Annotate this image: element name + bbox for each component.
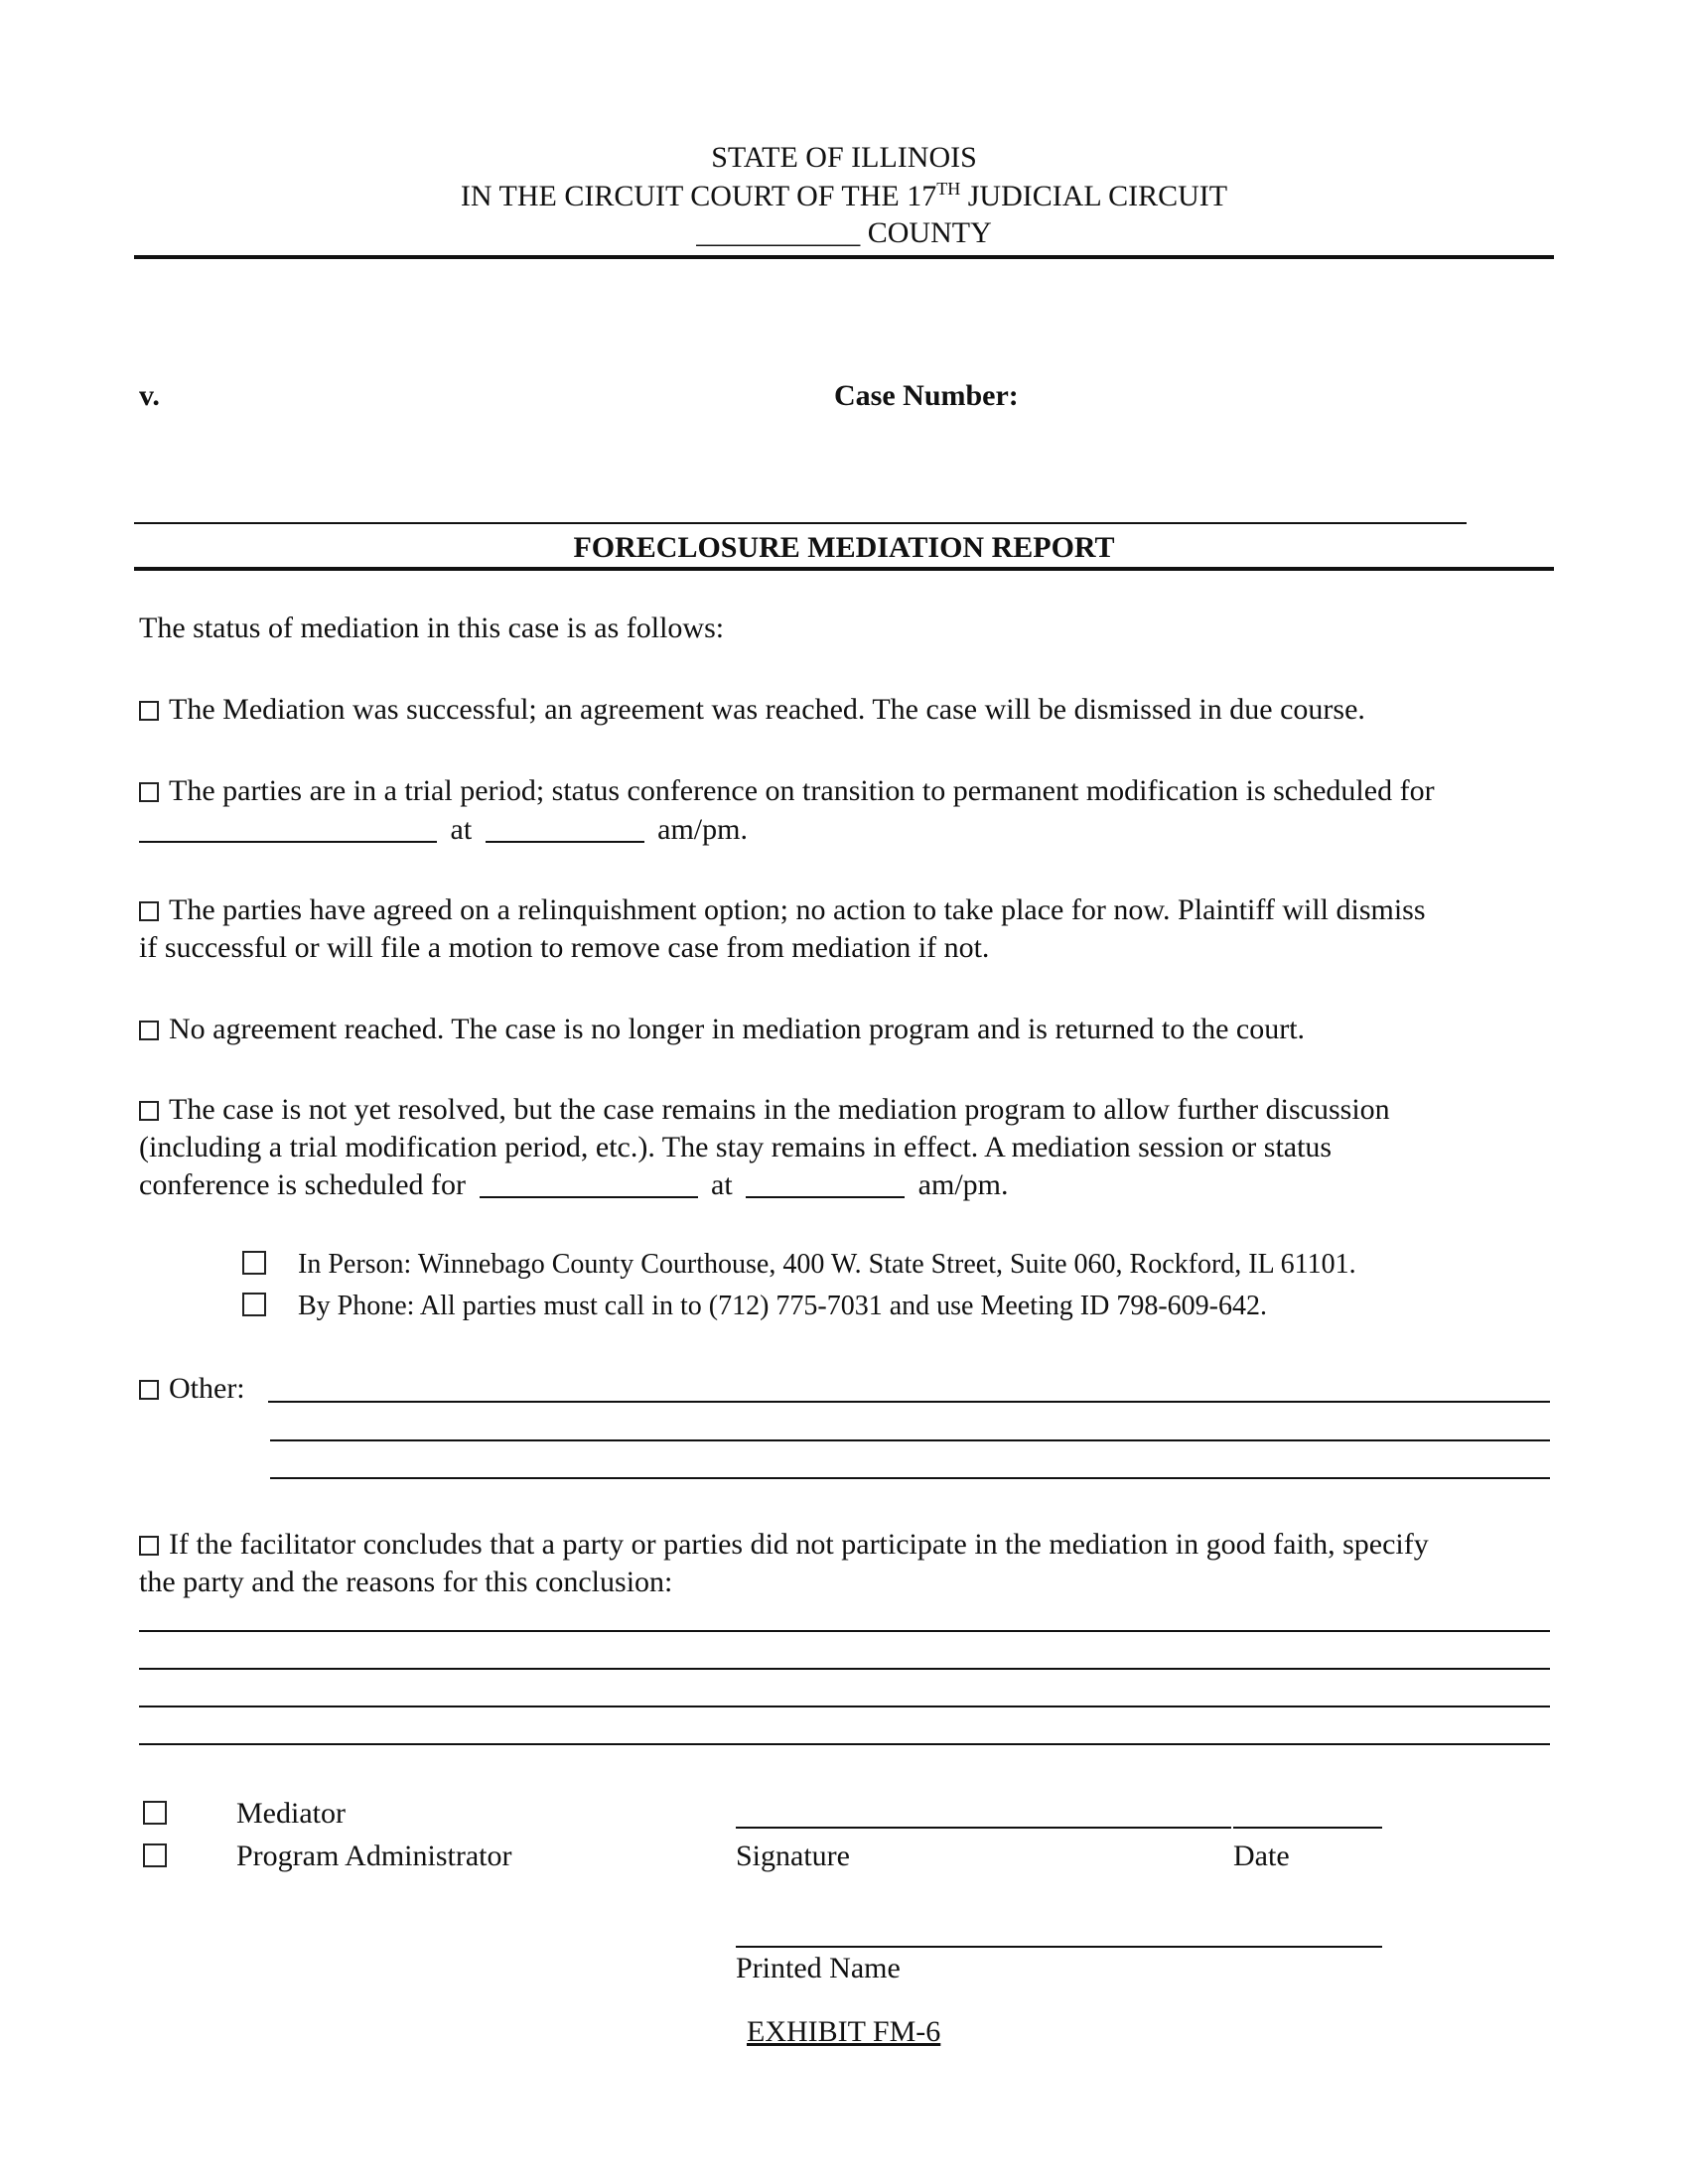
mediator-checkbox[interactable]: [143, 1801, 167, 1825]
date-label: Date: [1233, 1840, 1290, 1872]
header-court: [0, 179, 1688, 213]
bad-faith-line-1[interactable]: [139, 1630, 1550, 1632]
trial-date-field[interactable]: [139, 813, 437, 843]
bad-faith-line-2[interactable]: [139, 1668, 1550, 1670]
signature-label: Signature: [736, 1840, 850, 1872]
other-checkbox[interactable]: [139, 1380, 159, 1400]
option-successful: [139, 691, 1365, 729]
bad-faith-checkbox[interactable]: [139, 1536, 159, 1556]
no-agreement-text: No agreement reached. The case is no longer in mediation program and is returned to the court.: [169, 1013, 1306, 1045]
unresolved-text-2: (including a trial modification period, etc.). The stay remains in effect. A mediation session or status: [139, 1131, 1333, 1163]
other-line-3[interactable]: [270, 1477, 1550, 1479]
printed-name-label: Printed Name: [736, 1952, 901, 1984]
caption-rule: [134, 522, 1467, 524]
report-title: FORECLOSURE MEDIATION REPORT: [573, 531, 1115, 564]
no-agreement-checkbox[interactable]: [139, 1021, 159, 1040]
program-admin-row: [143, 1838, 511, 1875]
program-admin-checkbox[interactable]: [143, 1843, 167, 1867]
versus-label: v.: [139, 379, 160, 412]
printed-name-line[interactable]: [736, 1946, 1382, 1948]
exhibit-label: EXHIBIT FM-6: [747, 2015, 941, 2048]
bad-faith-text: If the facilitator concludes that a party or parties did not participate in the mediation in good faith, specify: [169, 1528, 1429, 1561]
option-no-agreement: [139, 1011, 1305, 1048]
successful-text: The Mediation was successful; an agreement was reached. The case will be dismissed in due course.: [169, 693, 1365, 726]
by-phone-text: By Phone: All parties must call in to (712) 775-7031 and use Meeting ID 798-609-642.: [298, 1291, 1267, 1321]
unresolved-ampm-label: am/pm.: [917, 1168, 1009, 1201]
unresolved-text-3: conference is scheduled for: [139, 1168, 467, 1201]
mediator-row: [143, 1795, 346, 1833]
option-unresolved: [139, 1091, 1390, 1129]
unresolved-time-field[interactable]: [746, 1168, 905, 1198]
header-rule: [134, 255, 1554, 259]
trial-text: The parties are in a trial period; status conference on transition to permanent modification is scheduled for: [169, 774, 1435, 807]
mediator-label: Mediator: [236, 1797, 346, 1830]
option-by-phone: [242, 1291, 1267, 1322]
header-court-sup: TH: [936, 179, 961, 199]
other-line-2[interactable]: [270, 1439, 1550, 1441]
relinquish-text-2: if successful or will file a motion to remove case from mediation if not.: [139, 931, 990, 964]
option-relinquish: [139, 891, 1426, 929]
other-label: Other:: [169, 1372, 245, 1405]
unresolved-schedule-line: [139, 1166, 1009, 1204]
in-person-text: In Person: Winnebago County Courthouse, 400 W. State Street, Suite 060, Rockford, IL 61101.: [298, 1249, 1356, 1280]
intro-text: The status of mediation in this case is as follows:: [139, 612, 725, 644]
signature-line[interactable]: [736, 1827, 1231, 1829]
relinquish-text: The parties have agreed on a relinquishment option; no action to take place for now. Plaintiff will dismiss: [169, 893, 1426, 926]
trial-ampm-label: am/pm.: [657, 813, 748, 846]
date-line[interactable]: [1233, 1827, 1382, 1829]
option-in-person: [242, 1249, 1356, 1281]
county-label: COUNTY: [860, 216, 992, 249]
header-court-prefix: IN THE CIRCUIT COURT OF THE 17: [460, 180, 937, 212]
bad-faith-line-4[interactable]: [139, 1743, 1550, 1745]
bad-faith-text-2: the party and the reasons for this conclusion:: [139, 1566, 673, 1598]
header-court-suffix: JUDICIAL CIRCUIT: [960, 180, 1228, 212]
case-number-label: Case Number:: [834, 379, 1019, 412]
trial-time-field[interactable]: [486, 813, 644, 843]
unresolved-checkbox[interactable]: [139, 1101, 159, 1121]
option-trial: [139, 772, 1435, 810]
other-line-1[interactable]: [268, 1401, 1550, 1403]
bad-faith-line-3[interactable]: [139, 1706, 1550, 1707]
unresolved-date-field[interactable]: [480, 1168, 698, 1198]
header-county: [0, 216, 1688, 250]
title-rule: [134, 567, 1554, 571]
option-other: [139, 1370, 245, 1408]
trial-at-label: at: [450, 813, 473, 846]
trial-checkbox[interactable]: [139, 782, 159, 802]
program-admin-label: Program Administrator: [236, 1840, 512, 1872]
relinquish-checkbox[interactable]: [139, 901, 159, 921]
option-bad-faith: [139, 1526, 1429, 1564]
county-blank[interactable]: ___________: [696, 216, 861, 249]
trial-schedule-line: [139, 811, 748, 849]
successful-checkbox[interactable]: [139, 701, 159, 721]
unresolved-text: The case is not yet resolved, but the case remains in the mediation program to allow further discussion: [169, 1093, 1390, 1126]
unresolved-at-label: at: [711, 1168, 733, 1201]
by-phone-checkbox[interactable]: [242, 1293, 266, 1316]
in-person-checkbox[interactable]: [242, 1251, 266, 1275]
header-state: STATE OF ILLINOIS: [711, 141, 977, 174]
